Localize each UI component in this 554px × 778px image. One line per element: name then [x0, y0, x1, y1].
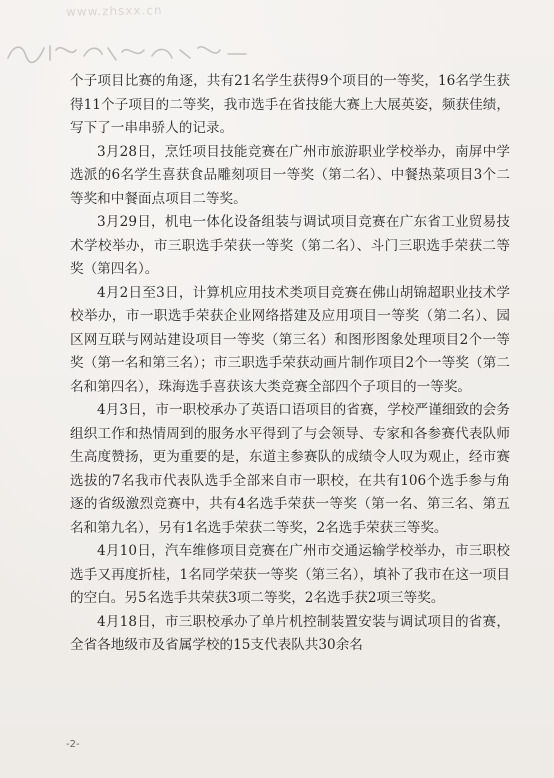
paragraph-mcu: 4月18日，市三职校承办了单片机控制装置安装与调试项目的省赛，全省各地级市及省属学校的15支代表队共30余名	[70, 613, 510, 653]
paragraph-english: 4月3日，市一职校承办了英语口语项目的省赛，学校严谨细致的会务组织工作和热情周到的服务水平得到了与会领导、专家和各参赛代表队师生高度赞扬，更为重要的是，东道主参赛队的成绩令人叹为观止，经市赛选拔的7名我市代表队选手全部来自市一职校，在共有106个选手参与角逐的省级激烈竞赛中，共有4名选手荣获一等奖（第一名、第三名、第五名和第九名），另有1名选手荣获二等奖，2名选手荣获三等奖。	[70, 402, 510, 536]
paragraph-auto-repair: 4月10日，汽车维修项目竞赛在广州市交通运输学校举办，市三职校选手又再度折桂，1名同学荣获一等奖（第三名），填补了我市在这一项目的空白。另5名选手共荣获3项二等奖，2名选手获2项三等奖。	[70, 543, 510, 606]
body-text	[70, 70, 510, 658]
page-number: -2-	[66, 739, 80, 750]
paragraph-cooking: 3月28日，烹饪项目技能竞赛在广州市旅游职业学校举办，南屏中学选派的6名学生喜获食品雕刻项目一等奖（第二名）、中餐热菜项目3个二等奖和中餐面点项目二等奖。	[70, 143, 510, 207]
paragraph-mechatronics: 3月29日，机电一体化设备组装与调试项目竞赛在广东省工业贸易技术学校举办，市三职选手荣获一等奖（第二名）、斗门三职选手荣获二等奖（第四名）。	[70, 214, 510, 277]
site-watermark: www.zhsxx.cn	[65, 3, 163, 19]
paragraph-continued: 个子项目比赛的角逐，共有21名学生获得9个项目的一等奖，16名学生获得11个子项目的二等奖，我市选手在省技能大赛上大展英姿，频获佳绩，写下了一串串骄人的记录。	[70, 73, 510, 136]
handwritten-annotation	[4, 38, 254, 66]
paragraph-computer: 4月2日至3日，计算机应用技术类项目竞赛在佛山胡锦超职业技术学校举办，市一职选手荣获企业网络搭建及应用项目一等奖（第二名）、园区网互联与网站建设项目一等奖（第三名）和图形图象处理项目2个一等奖（第一名和第三名）；市三职选手荣获动画片制作项目2个一等奖（第二名和第四名），珠海选手喜获该大类竞赛全部四个子项目的一等奖。	[70, 284, 510, 395]
